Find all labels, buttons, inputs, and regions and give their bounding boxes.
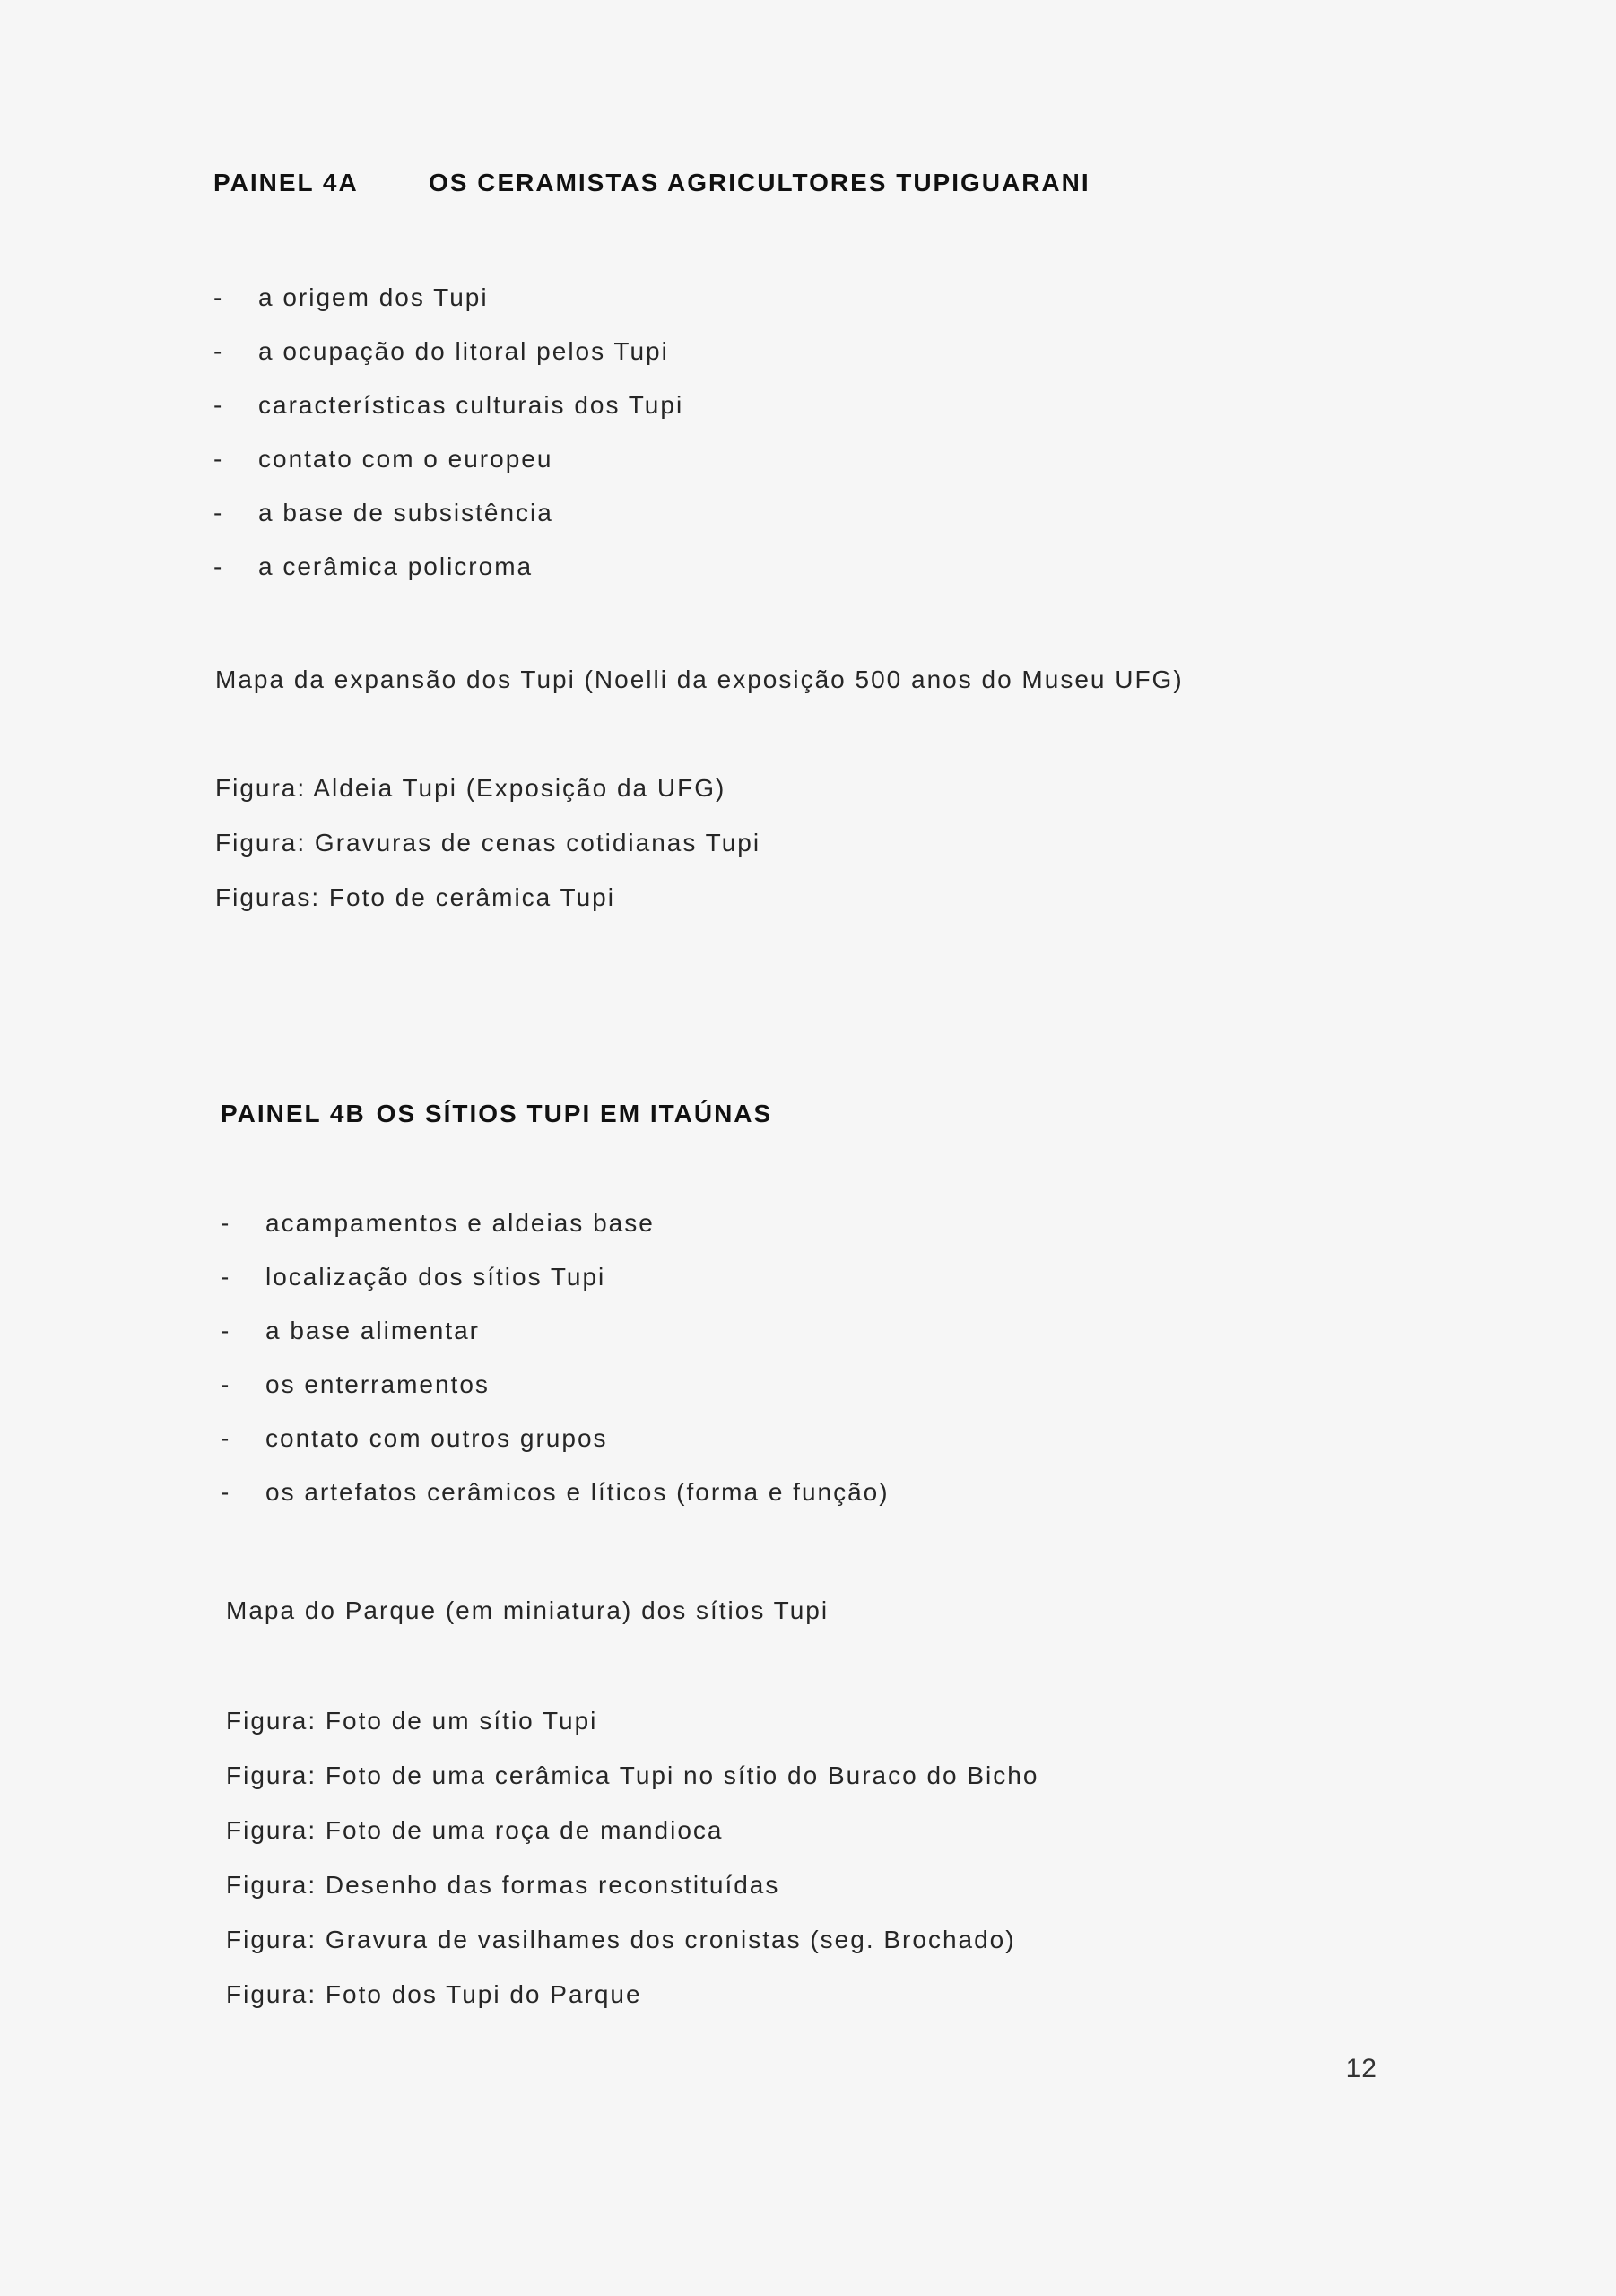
list-marker: -	[213, 391, 224, 419]
list-item	[213, 486, 683, 540]
list-marker: -	[221, 1263, 231, 1291]
figure-item: Figura: Foto de uma cerâmica Tupi no sítio do Buraco do Bicho	[226, 1761, 1039, 1789]
list-item-text: a ocupação do litoral pelos Tupi	[258, 337, 669, 365]
figure-item: Figura: Desenho das formas reconstituídas	[226, 1871, 780, 1899]
page-number: 12	[1345, 2054, 1377, 2083]
list-marker: -	[213, 445, 224, 473]
figure-item: Figura: Foto de uma roça de mandioca	[226, 1816, 724, 1844]
list-marker: -	[221, 1370, 231, 1398]
list-item	[221, 1412, 890, 1465]
list-item-text: os artefatos cerâmicos e líticos (forma e função)	[265, 1478, 890, 1506]
list-item-text: características culturais dos Tupi	[258, 391, 684, 419]
list-marker: -	[213, 283, 224, 311]
list-marker: -	[221, 1478, 231, 1506]
list-item-text: contato com outros grupos	[265, 1424, 608, 1452]
panel-4b-figure-list	[226, 1693, 1038, 2022]
list-item	[213, 432, 683, 486]
list-item	[213, 271, 683, 325]
list-marker: -	[213, 499, 224, 526]
list-item-text: a base de subsistência	[258, 499, 553, 526]
figure-item: Figura: Foto de um sítio Tupi	[226, 1707, 598, 1735]
panel-4a-topic-list	[213, 271, 683, 594]
panel-4b-title: OS SÍTIOS TUPI EM ITAÚNAS	[376, 1100, 773, 1127]
panel-4a-title: OS CERAMISTAS AGRICULTORES TUPIGUARANI	[429, 169, 1090, 196]
panel-4b-heading	[221, 1100, 772, 1128]
figure-item: Figura: Gravura de vasilhames dos cronistas (seg. Brochado)	[226, 1926, 1016, 1953]
list-item-text: a origem dos Tupi	[258, 283, 489, 311]
list-item	[221, 1304, 890, 1358]
list-item-text: a base alimentar	[265, 1317, 481, 1344]
list-item	[221, 1358, 890, 1412]
list-item-text: a cerâmica policroma	[258, 552, 534, 580]
list-item-text: acampamentos e aldeias base	[265, 1209, 655, 1237]
figure-item: Figura: Aldeia Tupi (Exposição da UFG)	[215, 774, 726, 802]
list-item-text: contato com o europeu	[258, 445, 553, 473]
list-item	[221, 1465, 890, 1519]
list-item	[213, 325, 683, 378]
panel-4b-label: PAINEL 4B	[221, 1100, 366, 1127]
figure-item: Figuras: Foto de cerâmica Tupi	[215, 883, 615, 911]
panel-4a-map-note: Mapa da expansão dos Tupi (Noelli da exposição 500 anos do Museu UFG)	[215, 665, 1184, 693]
panel-4a-label: PAINEL 4A	[213, 169, 359, 196]
list-item	[221, 1250, 890, 1304]
list-item	[221, 1196, 890, 1250]
figure-item: Figura: Gravuras de cenas cotidianas Tupi	[215, 829, 761, 857]
list-marker: -	[221, 1317, 231, 1344]
list-marker: -	[221, 1424, 231, 1452]
panel-4b-map-note: Mapa do Parque (em miniatura) dos sítios Tupi	[226, 1596, 830, 1624]
list-marker: -	[213, 552, 224, 580]
figure-item: Figura: Foto dos Tupi do Parque	[226, 1980, 642, 2008]
list-item-text: localização dos sítios Tupi	[265, 1263, 606, 1291]
panel-4b-topic-list	[221, 1196, 890, 1519]
list-item-text: os enterramentos	[265, 1370, 490, 1398]
list-item	[213, 540, 683, 594]
panel-4a-figure-list	[215, 761, 760, 925]
list-marker: -	[213, 337, 224, 365]
panel-4a-heading	[213, 169, 1090, 197]
list-item	[213, 378, 683, 432]
list-marker: -	[221, 1209, 231, 1237]
